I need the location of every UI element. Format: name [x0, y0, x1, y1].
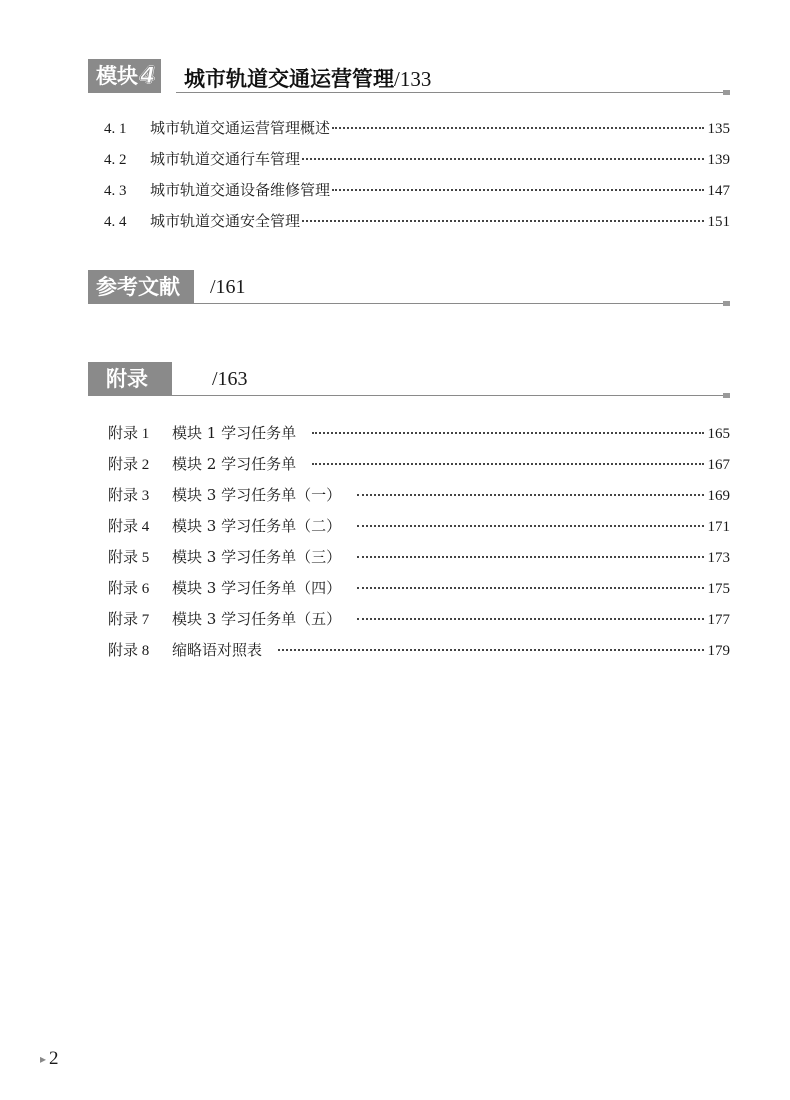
toc-entry[interactable] — [108, 515, 730, 546]
toc-leader — [357, 556, 703, 558]
toc-entry-page: 167 — [707, 457, 730, 473]
module4-label-box — [88, 59, 161, 93]
appendix-label-box — [88, 362, 172, 396]
toc-entry-page: 179 — [707, 643, 730, 659]
toc-entry-number: 附录 1 — [108, 426, 150, 442]
toc-entry-number: 4. 3 — [104, 183, 127, 199]
toc-entry[interactable] — [104, 117, 730, 148]
toc-entry-number: 4. 4 — [104, 214, 127, 230]
references-label-box — [88, 270, 194, 304]
toc-entry-number: 附录 4 — [108, 519, 150, 535]
module4-rule — [176, 92, 730, 93]
toc-entry-title: 城市轨道交通安全管理 — [150, 212, 301, 230]
module4-toc — [104, 117, 730, 241]
toc-entry-number: 附录 5 — [108, 550, 150, 566]
toc-entry-page: 171 — [707, 519, 730, 535]
module4-title-text: 城市轨道交通运营管理 — [184, 67, 394, 91]
toc-entry[interactable] — [104, 210, 730, 241]
toc-entry[interactable] — [108, 639, 730, 670]
toc-entry-title: 模块 3 学习任务单（四） — [172, 579, 342, 597]
toc-leader — [302, 220, 703, 222]
module4-rule-end — [723, 90, 730, 95]
toc-leader — [332, 127, 703, 129]
appendix-page[interactable]: /163 — [212, 368, 248, 390]
references-rule-end — [723, 301, 730, 306]
toc-entry-page: 175 — [707, 581, 730, 597]
toc-entry-page: 135 — [707, 121, 730, 137]
toc-leader — [357, 525, 703, 527]
module4-label-number: 4 — [140, 64, 156, 89]
toc-entry[interactable] — [104, 179, 730, 210]
toc-entry-title: 模块 3 学习任务单（一） — [172, 486, 342, 504]
toc-entry-title: 模块 2 学习任务单 — [172, 455, 297, 473]
appendix-rule — [172, 395, 730, 396]
page-number: 2 — [49, 1048, 59, 1069]
appendix-rule-end — [723, 393, 730, 398]
toc-entry-number: 附录 8 — [108, 643, 150, 659]
toc-entry-title: 城市轨道交通设备维修管理 — [150, 181, 331, 199]
toc-leader — [357, 494, 703, 496]
references-label: 参考文献 — [96, 275, 180, 299]
toc-entry-number: 附录 2 — [108, 457, 150, 473]
toc-entry-page: 139 — [707, 152, 730, 168]
toc-entry[interactable] — [104, 148, 730, 179]
module4-section — [88, 59, 730, 93]
toc-entry-title: 城市轨道交通运营管理概述 — [150, 119, 331, 137]
toc-entry-number: 附录 3 — [108, 488, 150, 504]
toc-entry[interactable] — [108, 484, 730, 515]
toc-leader — [278, 649, 703, 651]
toc-entry[interactable] — [108, 546, 730, 577]
module4-label: 模块 — [96, 64, 138, 88]
toc-entry-title: 城市轨道交通行车管理 — [150, 150, 301, 168]
references-rule — [194, 303, 730, 304]
toc-entry-number: 附录 7 — [108, 612, 150, 628]
toc-leader — [312, 432, 703, 434]
toc-entry-title: 模块 3 学习任务单（三） — [172, 548, 342, 566]
toc-leader — [357, 618, 703, 620]
module4-header — [88, 59, 730, 93]
toc-entry-page: 173 — [707, 550, 730, 566]
toc-entry[interactable] — [108, 608, 730, 639]
references-section — [88, 270, 730, 304]
toc-entry-number: 4. 2 — [104, 152, 127, 168]
page-footer — [40, 1048, 59, 1070]
toc-entry-number: 4. 1 — [104, 121, 127, 137]
module4-title — [184, 63, 431, 93]
appendix-label: 附录 — [106, 367, 148, 391]
appendix-section — [88, 362, 730, 396]
toc-entry-page: 169 — [707, 488, 730, 504]
toc-entry-page: 147 — [707, 183, 730, 199]
toc-leader — [302, 158, 703, 160]
toc-entry-title: 模块 3 学习任务单（五） — [172, 610, 342, 628]
chevron-right-icon: ▸ — [40, 1052, 47, 1067]
references-header — [88, 270, 730, 304]
references-page[interactable]: /161 — [210, 276, 246, 298]
toc-entry-title: 模块 3 学习任务单（二） — [172, 517, 342, 535]
toc-entry-number: 附录 6 — [108, 581, 150, 597]
toc-entry[interactable] — [108, 577, 730, 608]
toc-entry-title: 模块 1 学习任务单 — [172, 424, 297, 442]
toc-leader — [312, 463, 703, 465]
appendix-header — [88, 362, 730, 396]
module4-page: /133 — [394, 67, 432, 91]
appendix-toc — [108, 422, 730, 670]
toc-entry-page: 151 — [707, 214, 730, 230]
toc-leader — [357, 587, 703, 589]
toc-entry-page: 165 — [707, 426, 730, 442]
toc-entry[interactable] — [108, 422, 730, 453]
toc-leader — [332, 189, 703, 191]
toc-entry[interactable] — [108, 453, 730, 484]
toc-entry-title: 缩略语对照表 — [172, 641, 263, 659]
toc-entry-page: 177 — [707, 612, 730, 628]
